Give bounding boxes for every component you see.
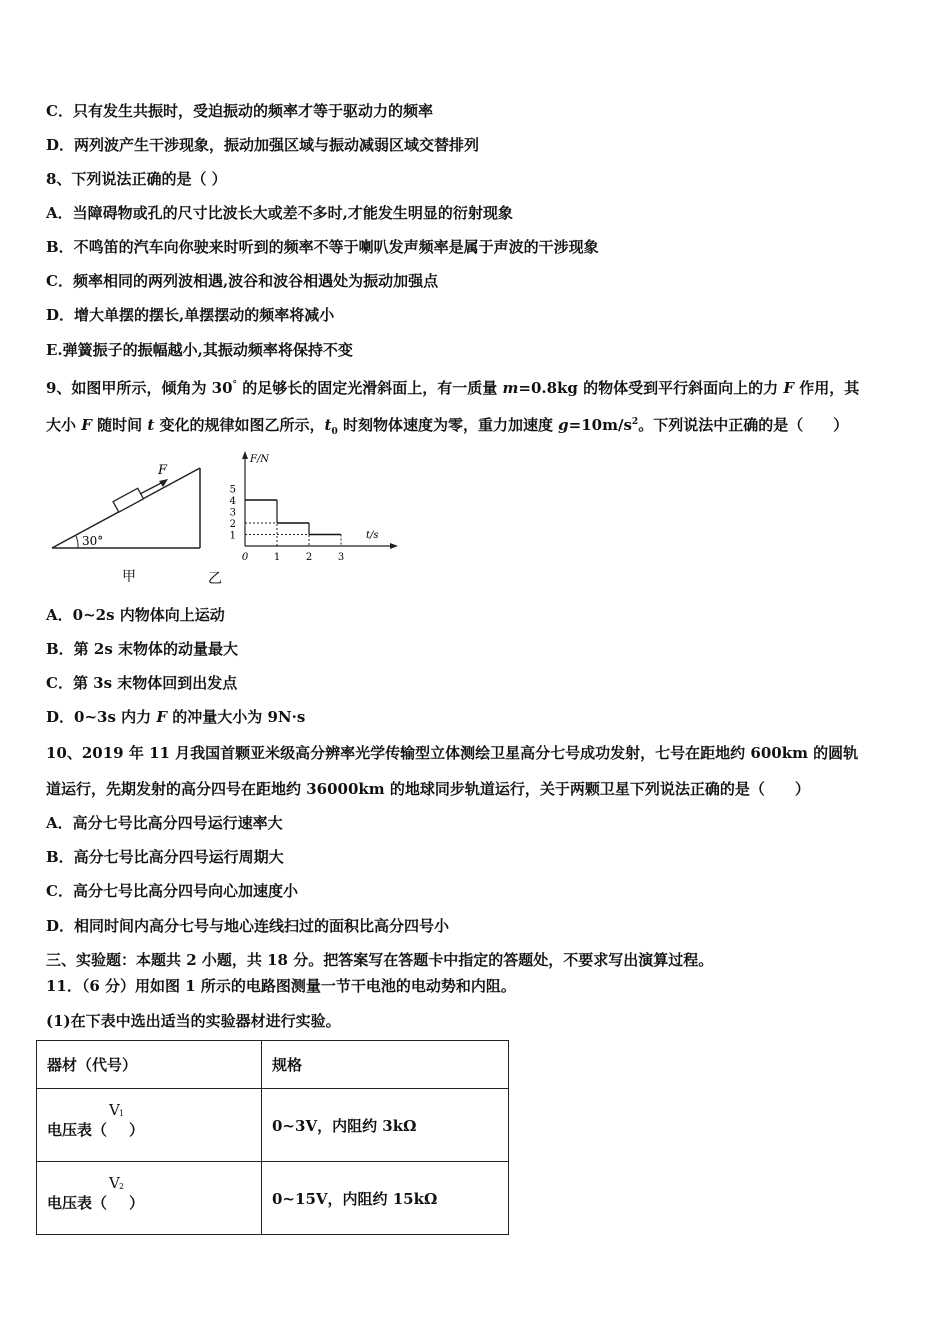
y-tick-label: 2 — [229, 519, 236, 530]
table-header-cell: 规格 — [262, 1041, 509, 1089]
option-9d: D．0~3s 内力 F 的冲量大小为 9N·s — [46, 708, 306, 726]
option-7d: D．两列波产生干涉现象，振动加强区域与振动减弱区域交替排列 — [46, 136, 480, 154]
option-10a: A．高分七号比高分四号运行速率大 — [46, 814, 283, 832]
y-tick-label: 3 — [229, 507, 236, 519]
y-tick-label: 1 — [229, 530, 236, 542]
option-10c: C．高分七号比高分四号向心加速度小 — [46, 882, 298, 900]
y-tick-label: 4 — [229, 496, 236, 507]
voltmeter-symbol: V 2 — [109, 1173, 125, 1192]
option-8b: B．不鸣笛的汽车向你驶来时听到的频率不等于喇叭发声频率是属于声波的干涉现象 — [46, 238, 599, 256]
question-11: 11．（6 分）用如图 1 所示的电路图测量一节干电池的电动势和内阻。 — [46, 977, 516, 995]
question-9-line2: 大小 F 随时间 t 变化的规律如图乙所示，$t_0$ 时刻物体速度为零，重力加速度 $g=10m/s^2$。下列说法中正确的是（ ） — [46, 416, 849, 437]
option-8a: A．当障碍物或孔的尺寸比波长大或差不多时,才能发生明显的衍射现象 — [46, 204, 513, 222]
question-10-line1: 10、2019 年 11 月我国首颗亚米级高分辨率光学传输型立体测绘卫星高分七号成功发射，七号在距地约 600km 的圆轨 — [46, 744, 859, 762]
question-9-figures — [40, 448, 410, 593]
table-cell: 电压表（ V 2 ） — [37, 1162, 262, 1235]
figure-label-yi: 乙 — [208, 571, 222, 587]
table-row — [37, 1162, 509, 1235]
question-10-line2: 道运行，先期发射的高分四号在距地约 36000km 的地球同步轨道运行，关于两颗卫星下列说法正确的是（ ） — [46, 780, 810, 798]
y-tick-label: 5 — [229, 484, 236, 496]
x-tick-label: 3 — [337, 552, 345, 563]
x-tick-label: 1 — [273, 552, 281, 563]
question-11-part1: (1)在下表中选出适当的实验器材进行实验。 — [46, 1012, 341, 1030]
option-9c: C．第 3s 末物体回到出发点 — [46, 674, 238, 692]
table-cell: 0~15V，内阻约 15kΩ — [262, 1162, 509, 1235]
y-axis-label: F/N — [250, 454, 270, 465]
table-header-row — [37, 1041, 509, 1089]
table-row — [37, 1089, 509, 1162]
option-9b: B．第 2s 末物体的动量最大 — [46, 640, 239, 658]
option-9a: A．0~2s 内物体向上运动 — [46, 606, 225, 624]
x-axis-label: t/s — [366, 530, 379, 541]
x-tick-label: 2 — [305, 552, 313, 563]
table-header-cell: 器材（代号） — [37, 1041, 262, 1089]
table-cell: 0~3V，内阻约 3kΩ — [262, 1089, 509, 1162]
option-8c: C．频率相同的两列波相遇,波谷和波谷相遇处为振动加强点 — [46, 272, 439, 290]
option-8d: D．增大单摆的摆长,单摆摆动的频率将减小 — [46, 306, 335, 324]
option-10d: D．相同时间内高分七号与地心连线扫过的面积比高分四号小 — [46, 917, 450, 935]
option-8e: E.弹簧振子的振幅越小,其振动频率将保持不变 — [46, 341, 353, 359]
voltmeter-symbol: V 1 — [109, 1100, 125, 1119]
incline-figure — [52, 463, 200, 585]
equipment-table — [36, 1040, 509, 1235]
figure-label-jia: 甲 — [122, 569, 136, 585]
force-label: F — [158, 463, 168, 478]
section-3-heading: 三、实验题：本题共 2 小题，共 18 分。把答案写在答题卡中指定的答题处，不要求写出演算过程。 — [46, 951, 714, 969]
angle-label: 30° — [82, 534, 104, 548]
option-10b: B．高分七号比高分四号运行周期大 — [46, 848, 284, 866]
question-9-line1: 9、如图甲所示，倾角为 30° 的足够长的固定光滑斜面上，有一质量 m=0.8kg 的物体受到平行斜面向上的力 F 作用，其 — [46, 379, 860, 397]
force-time-graph — [208, 451, 398, 587]
x-tick-label: 0 — [241, 552, 249, 563]
question-8: 8、下列说法正确的是（ ） — [46, 170, 227, 188]
table-cell: 电压表（ V 1 ） — [37, 1089, 262, 1162]
option-7c: C．只有发生共振时，受迫振动的频率才等于驱动力的频率 — [46, 102, 433, 120]
